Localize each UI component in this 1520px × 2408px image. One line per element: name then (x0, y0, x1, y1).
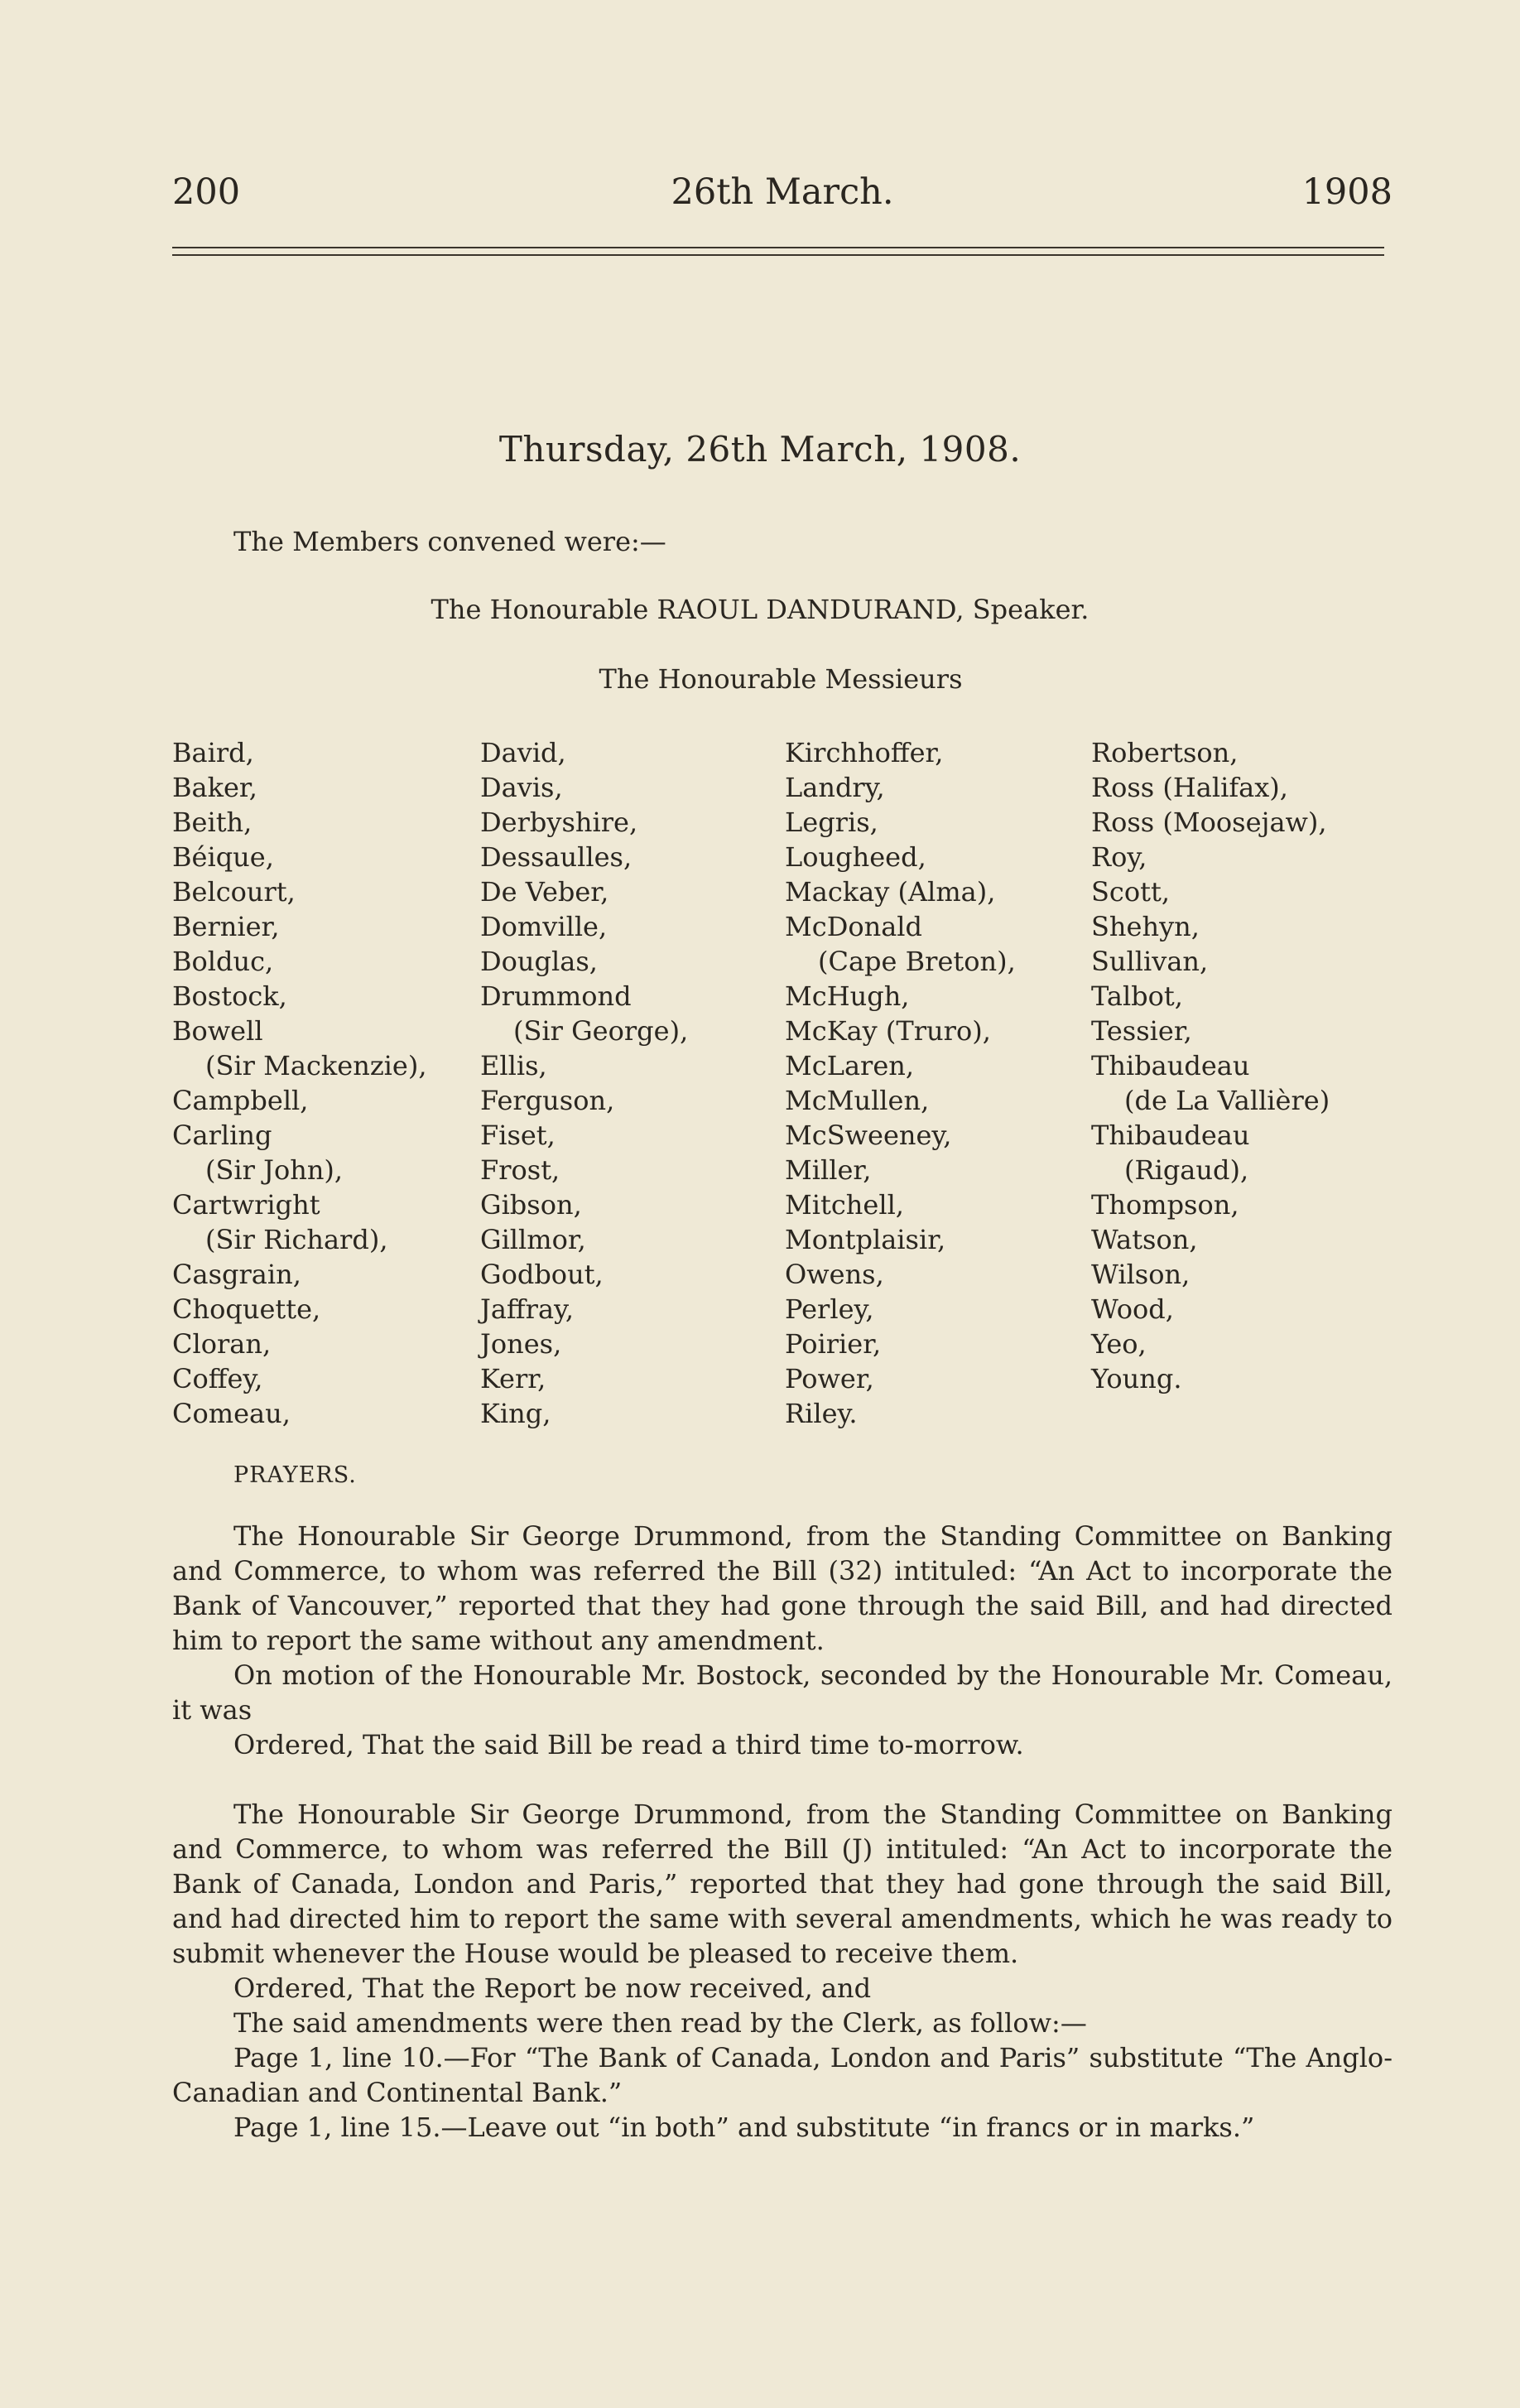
member-name: Bostock, (172, 980, 287, 1012)
running-header (172, 167, 1393, 217)
paragraph-report-received: Ordered, That the Report be now received, and (233, 1972, 872, 2004)
member-name: Talbot, (1091, 980, 1183, 1012)
member-name: Coffey, (172, 1363, 263, 1394)
messieurs-line: The Honourable Messieurs (599, 663, 963, 695)
header-year: 1908 (1301, 171, 1393, 213)
member-name: Landry, (785, 772, 885, 803)
member-name: McHugh, (785, 980, 910, 1012)
paragraph-motion: On motion of the Honourable Mr. Bostock, seconded by the Honourable Mr. Comeau, it was (172, 1659, 1393, 1726)
speaker-line: The Honourable RAOUL DANDURAND, Speaker. (431, 594, 1089, 625)
member-name: (de La Vallière) (1124, 1085, 1330, 1116)
member-name: Wood, (1091, 1293, 1174, 1325)
member-name: Douglas, (480, 946, 598, 977)
member-name: McLaren, (785, 1050, 915, 1081)
member-name: (Rigaud), (1124, 1154, 1249, 1186)
member-name: Power, (785, 1363, 874, 1394)
member-name: Mitchell, (785, 1189, 904, 1221)
member-name: McSweeney, (785, 1120, 952, 1151)
member-name: Gibson, (480, 1189, 582, 1221)
member-name: Scott, (1091, 876, 1170, 908)
member-name: Bernier, (172, 911, 280, 942)
member-name: Poirier, (785, 1328, 882, 1360)
header-rule-bottom (172, 254, 1384, 256)
members-column-3 (785, 735, 1091, 1431)
member-name: McMullen, (785, 1085, 930, 1116)
member-name: Lougheed, (785, 841, 926, 873)
session-title: Thursday, 26th March, 1908. (498, 429, 1022, 470)
member-name: David, (480, 737, 566, 768)
member-name: Yeo, (1091, 1328, 1147, 1360)
member-name: Ross (Moosejaw), (1091, 807, 1327, 838)
proceedings-block-2 (172, 1797, 1393, 2145)
page-number: 200 (172, 171, 241, 213)
paragraph-ordered-third-reading: Ordered, That the said Bill be read a third time to-morrow. (233, 1729, 1024, 1760)
member-name: Riley. (785, 1398, 858, 1429)
member-name: Bolduc, (172, 946, 274, 977)
member-name: Comeau, (172, 1398, 291, 1429)
member-name: Ross (Halifax), (1091, 772, 1288, 803)
member-name: Tessier, (1091, 1015, 1192, 1047)
member-name: (Sir Mackenzie), (205, 1050, 427, 1081)
member-name: Roy, (1091, 841, 1147, 873)
member-name: Miller, (785, 1154, 872, 1186)
member-name: Baird, (172, 737, 254, 768)
member-name: (Sir George), (513, 1015, 689, 1047)
member-name: De Veber, (480, 876, 609, 908)
member-name: (Cape Breton), (818, 946, 1016, 977)
member-name: Cartwright (172, 1189, 320, 1221)
paragraph-report-vancouver: The Honourable Sir George Drummond, from the Standing Committee on Banking and Commerce, to whom was referred the Bill (32) intituled: “An Act to incorporate the Bank of Vancouver,” reported that they had gone through the said Bill, and had directed him to report the same without any amendment. (172, 1520, 1393, 1656)
member-name: Frost, (480, 1154, 560, 1186)
member-name: Jaffray, (480, 1293, 575, 1325)
member-name: Belcourt, (172, 876, 296, 908)
member-name: Robertson, (1091, 737, 1239, 768)
member-name: (Sir Richard), (205, 1224, 388, 1255)
member-name: Domville, (480, 911, 608, 942)
member-name: Casgrain, (172, 1259, 301, 1290)
member-name: Thibaudeau (1091, 1120, 1250, 1151)
paragraph-report-canada-bank: The Honourable Sir George Drummond, from the Standing Committee on Banking and Commerce, to whom was referred the Bill (J) intituled: “An Act to incorporate the Bank of Canada, London and Paris,” reported that they had gone through the said Bill, and had directed him to report the same with several amendments, which he was ready to submit whenever the House would be pleased to receive them. (172, 1799, 1393, 1969)
member-name: Beith, (172, 807, 253, 838)
members-column-1 (172, 735, 479, 1431)
member-name: Davis, (480, 772, 563, 803)
member-name: Shehyn, (1091, 911, 1200, 942)
paragraph-amendments-read: The said amendments were then read by the Clerk, as follow:— (233, 2007, 1087, 2039)
member-name: Bowell (172, 1015, 263, 1047)
member-name: Baker, (172, 772, 257, 803)
member-name: Campbell, (172, 1085, 309, 1116)
member-name: Godbout, (480, 1259, 604, 1290)
member-name: (Sir John), (205, 1154, 344, 1186)
members-column-4 (1091, 735, 1406, 1396)
member-name: Cloran, (172, 1328, 272, 1360)
member-name: Béique, (172, 841, 274, 873)
member-name: Ellis, (480, 1050, 547, 1081)
member-name: Derbyshire, (480, 807, 638, 838)
member-name: Choquette, (172, 1293, 321, 1325)
member-name: Young. (1091, 1363, 1182, 1394)
member-name: Thibaudeau (1091, 1050, 1250, 1081)
header-date: 26th March. (671, 171, 894, 213)
member-name: Ferguson, (480, 1085, 615, 1116)
member-name: McDonald (785, 911, 923, 942)
member-name: Gillmor, (480, 1224, 586, 1255)
member-name: Carling (172, 1120, 272, 1151)
member-name: Fiset, (480, 1120, 556, 1151)
member-name: Thompson, (1091, 1189, 1239, 1221)
member-name: Drummond (480, 980, 632, 1012)
prayers-heading: PRAYERS. (233, 1462, 357, 1488)
member-name: Mackay (Alma), (785, 876, 996, 908)
member-name: Watson, (1091, 1224, 1198, 1255)
member-name: Owens, (785, 1259, 884, 1290)
member-name: King, (480, 1398, 551, 1429)
header-rule-top (172, 247, 1384, 248)
member-name: Legris, (785, 807, 878, 838)
member-name: Kirchhoffer, (785, 737, 944, 768)
convened-line: The Members convened were:— (233, 526, 666, 557)
member-name: Sullivan, (1091, 946, 1209, 977)
proceedings-block-1 (172, 1519, 1393, 1762)
paragraph-amendment-line-15: Page 1, line 15.—Leave out “in both” and substitute “in francs or in marks.” (233, 2112, 1255, 2143)
member-name: Kerr, (480, 1363, 546, 1394)
members-column-2 (480, 735, 786, 1431)
member-name: Perley, (785, 1293, 874, 1325)
member-name: Dessaulles, (480, 841, 633, 873)
member-name: Jones, (480, 1328, 562, 1360)
paragraph-amendment-line-10: Page 1, line 10.—For “The Bank of Canada, London and Paris” substitute “The Anglo-Canadian and Continental Bank.” (172, 2042, 1393, 2108)
member-name: Wilson, (1091, 1259, 1191, 1290)
member-name: Montplaisir, (785, 1224, 946, 1255)
member-name: McKay (Truro), (785, 1015, 991, 1047)
